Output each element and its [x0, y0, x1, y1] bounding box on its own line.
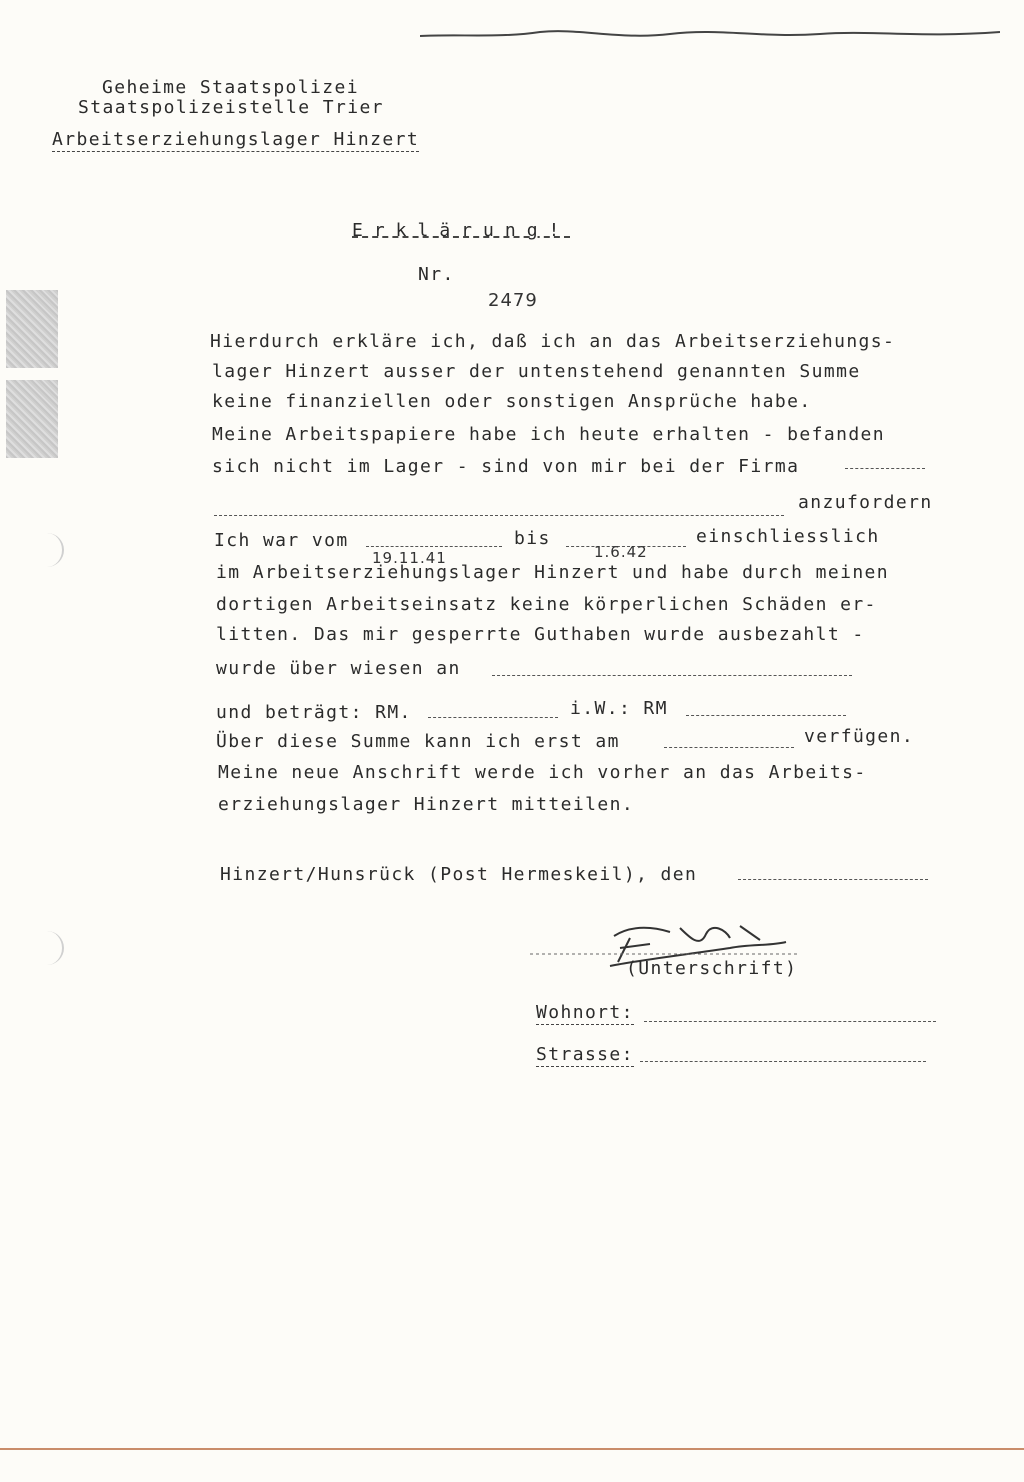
body-line-13a: Über diese Summe kann ich erst am	[216, 731, 620, 752]
body-line-7a: Ich war vom	[214, 530, 349, 551]
top-scribble-mark	[420, 20, 1000, 48]
bottom-edge-rule	[0, 1448, 1024, 1450]
body-line-5: sich nicht im Lager - sind von mir bei der Firma	[212, 456, 800, 477]
body-line-8: im Arbeitserziehungslager Hinzert und habe durch meinen	[216, 562, 890, 583]
header-line-3: Arbeitserziehungslager Hinzert	[52, 129, 420, 150]
document-number: 2479	[488, 290, 538, 311]
body-line-12b: i.W.: RM	[570, 698, 668, 719]
punch-hole	[6, 931, 64, 965]
release-date-field[interactable]	[664, 746, 794, 748]
header-line-1: Geheime Staatspolizei	[102, 77, 359, 98]
transfer-recipient-field[interactable]	[492, 674, 852, 676]
body-line-9: dortigen Arbeitseinsatz keine körperlichen Schäden er-	[216, 594, 877, 615]
date-to-value: 1.6.42	[594, 543, 648, 561]
body-line-2: lager Hinzert ausser der untenstehend genannten Summe	[212, 361, 861, 382]
scan-artifact	[6, 380, 58, 458]
scan-artifact	[6, 290, 58, 368]
body-line-13b: verfügen.	[804, 726, 915, 747]
body-line-6: anzufordern	[798, 492, 933, 513]
strasse-label: Strasse:	[536, 1044, 634, 1065]
date-field[interactable]	[738, 878, 928, 880]
body-line-14: Meine neue Anschrift werde ich vorher an das Arbeits-	[218, 762, 867, 783]
wohnort-field[interactable]	[644, 1020, 936, 1022]
company-field-line-2[interactable]	[214, 514, 784, 516]
strasse-field[interactable]	[640, 1060, 926, 1062]
body-line-1: Hierdurch erkläre ich, daß ich an das Arbeitserziehungs-	[210, 331, 896, 352]
body-line-3: keine finanziellen oder sonstigen Ansprüche habe.	[212, 391, 812, 412]
number-label: Nr.	[418, 264, 455, 285]
amount-rm-field[interactable]	[428, 716, 558, 718]
body-line-15: erziehungslager Hinzert mitteilen.	[218, 794, 635, 815]
amount-words-field[interactable]	[686, 714, 846, 716]
signature-label: (Unterschrift)	[626, 958, 798, 979]
body-line-11: wurde über wiesen an	[216, 658, 461, 679]
date-from-value: 19.11.41	[372, 549, 447, 567]
wohnort-label: Wohnort:	[536, 1002, 634, 1023]
body-line-4: Meine Arbeitspapiere habe ich heute erhalten - befanden	[212, 424, 886, 445]
header-line-2: Staatspolizeistelle Trier	[78, 97, 384, 118]
date-from-field[interactable]	[366, 545, 502, 547]
body-line-10: litten. Das mir gesperrte Guthaben wurde ausbezahlt -	[216, 624, 865, 645]
document-title: Erklärung!	[352, 220, 571, 241]
body-line-12a: und beträgt: RM.	[216, 702, 412, 723]
body-line-7c: einschliesslich	[696, 526, 880, 547]
body-line-7b: bis	[514, 528, 551, 549]
place-date-line: Hinzert/Hunsrück (Post Hermeskeil), den	[220, 864, 698, 885]
punch-hole	[6, 533, 64, 567]
company-field[interactable]	[845, 467, 925, 469]
